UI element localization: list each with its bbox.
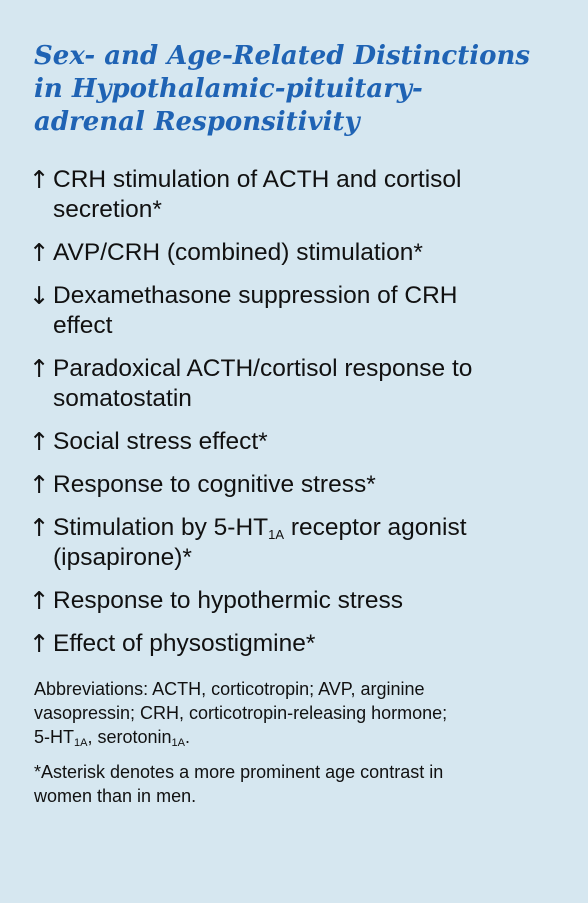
down-arrow-icon: ↓ [28,281,50,310]
list-item [28,281,558,341]
distinctions-list [28,165,558,659]
up-arrow-icon: ↑ [28,586,50,615]
up-arrow-icon: ↑ [28,165,50,194]
item-text-cont: effect [53,312,113,339]
abbreviations-note [34,677,558,749]
item-text: CRH stimulation of ACTH and cortisol [53,166,462,193]
list-item [28,427,558,457]
footnotes [34,677,558,808]
abbrev-subscript: 1A [171,737,185,749]
item-text: Effect of physostigmine* [53,630,316,657]
item-text: Response to hypothermic stress [53,587,403,614]
asterisk-line-2: women than in men. [34,786,197,806]
box-title [34,40,558,139]
item-text-cont: secretion* [53,196,162,223]
item-text [53,513,558,543]
item-text: Dexamethasone suppression of CRH [53,282,458,309]
item-text: Social stress effect* [53,428,268,455]
list-item [28,629,558,659]
up-arrow-icon: ↑ [28,427,50,456]
item-text-cont: somatostatin [53,385,192,412]
item-text-cont: (ipsapirone)* [53,544,192,571]
item-text: Response to cognitive stress* [53,471,376,498]
abbreviations-line-2: vasopressin; CRH, corticotropin-releasing hormone; [34,703,448,723]
list-item [28,586,558,616]
up-arrow-icon: ↑ [28,238,50,267]
list-item [28,238,558,268]
up-arrow-icon: ↑ [28,354,50,383]
asterisk-line-1: *Asterisk denotes a more prominent age contrast in [34,762,444,782]
item-text: Paradoxical ACTH/cortisol response to [53,355,473,382]
item-text: AVP/CRH (combined) stimulation* [53,239,423,266]
list-item [28,354,558,414]
abbrev-subscript: 1A [74,737,88,749]
abbreviations-line-1: Abbreviations: ACTH, corticotropin; AVP, arginine [34,679,425,699]
title-line-1: Sex- and Age-Related Distinctions [34,41,530,71]
abbrev-5ht: 5-HT [34,727,74,747]
up-arrow-icon: ↑ [28,513,50,542]
title-line-2: in Hypothalamic-pituitary- [34,74,423,104]
list-item [28,513,558,573]
up-arrow-icon: ↑ [28,629,50,658]
abbreviations-line-3 [34,725,558,749]
abbrev-period: . [185,727,191,747]
title-line-3: adrenal Responsitivity [34,107,360,137]
item-text-post: receptor agonist [284,514,467,541]
item-text-subscript: 1A [268,527,285,542]
asterisk-note [34,760,558,808]
list-item [28,165,558,225]
item-text-pre: Stimulation by 5-HT [53,514,269,541]
list-item [28,470,558,500]
abbrev-serotonin: , serotonin [87,727,172,747]
up-arrow-icon: ↑ [28,470,50,499]
